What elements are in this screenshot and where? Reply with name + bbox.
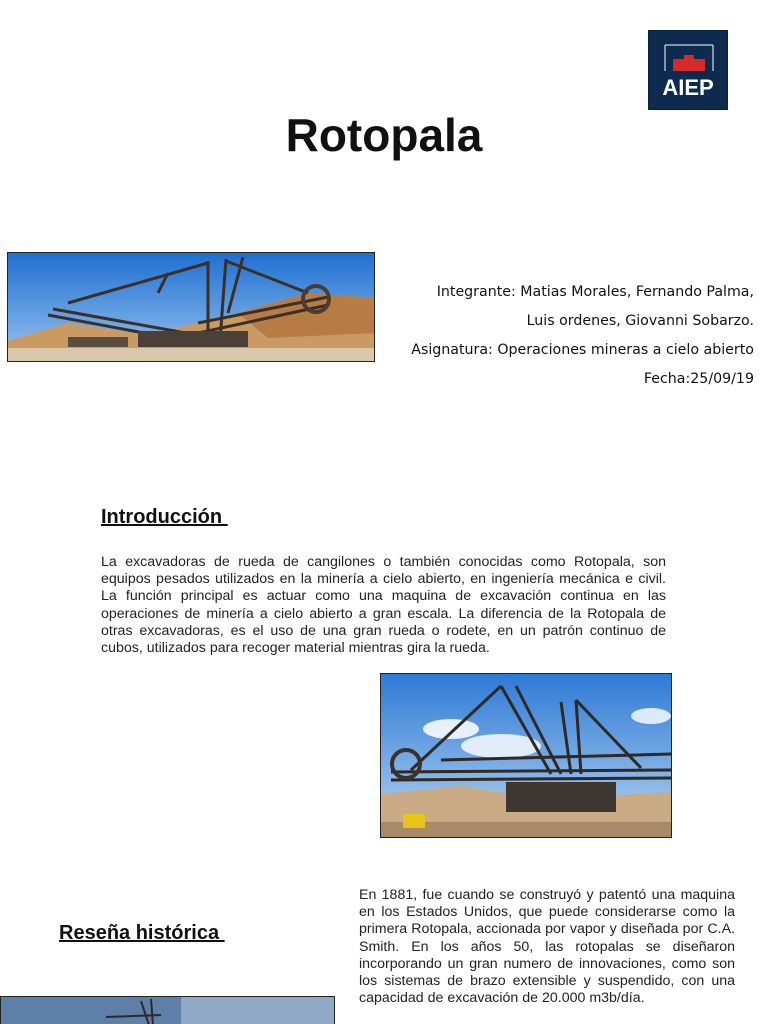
integrantes-line-2: Luis ordenes, Giovanni Sobarzo. xyxy=(526,313,754,329)
aiep-logo xyxy=(648,30,728,110)
fecha: Fecha:25/09/19 xyxy=(643,371,754,387)
rotopala-photo-top xyxy=(7,252,375,362)
resena-heading: Reseña histórica xyxy=(59,922,225,944)
meta-block xyxy=(364,278,754,394)
integrantes-line-1: Integrante: Matias Morales, Fernando Palma, xyxy=(436,284,754,300)
page-title: Rotopala xyxy=(285,109,483,161)
excavator-image-icon xyxy=(8,253,375,362)
resena-paragraph: En 1881, fue cuando se construyó y patentó una maquina en los Estados Unidos, que puede considerarse como la primera Rotopala, accionada por vapor y diseñada por C.A. Smith. En los años 50, las rotopalas se diseñaron incorporando un gran numero de innovaciones, como son los sistemas de brazo extensible y suspendido, con una capacidad de excavación de 20.000 m3b/día. xyxy=(359,887,735,1007)
excavator-image-icon xyxy=(381,674,672,838)
excavator-image-icon xyxy=(1,997,335,1024)
rotopala-photo-middle xyxy=(380,673,672,838)
asignatura: Asignatura: Operaciones mineras a cielo abierto xyxy=(411,342,754,358)
logo-text: AIEP xyxy=(662,75,714,100)
intro-paragraph: La excavadoras de rueda de cangilones o también conocidas como Rotopala, son equipos pesados utilizados en la minería a cielo abierto, en ingeniería mecánica e civil. La función principal es actuar como una maquina de excavación continua en las operaciones de minería a cielo abierto a gran escala. La diferencia de la Rotopala de otras excavadoras, es el uso de una gran rueda o rodete, en un patrón continuo de cubos, utilizados para recoger material mientras gira la rueda. xyxy=(101,554,666,657)
rotopala-photo-bottom xyxy=(0,996,335,1024)
intro-heading: Introducción xyxy=(101,506,228,528)
